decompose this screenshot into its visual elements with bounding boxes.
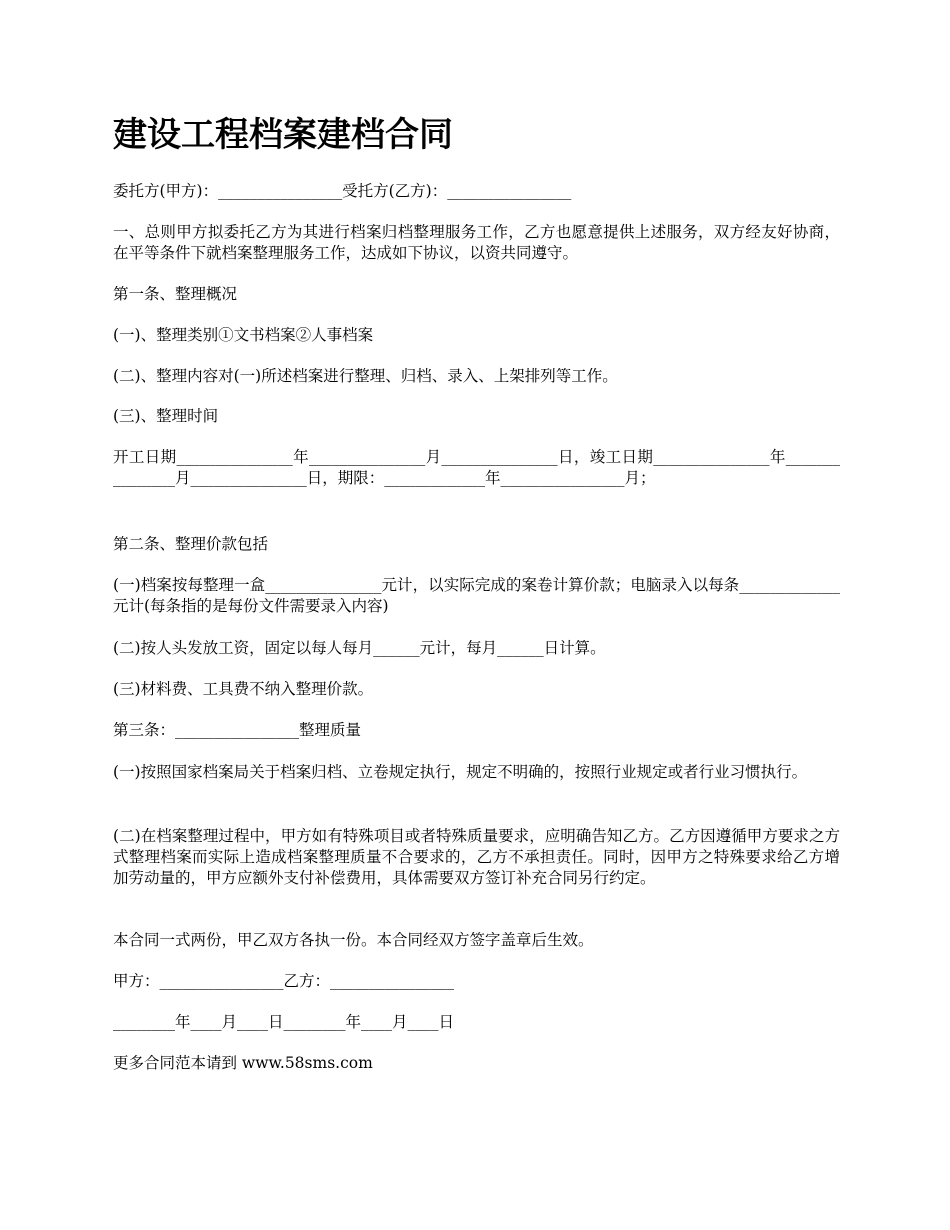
parties-line: 委托方(甲方)：________________受托方(乙方)：________________	[113, 182, 572, 200]
article-1-item-2: (二)、整理内容对(一)所述档案进行整理、归档、录入、上架排列等工作。	[113, 367, 618, 385]
article-2-item-2: (二)按人头发放工资，固定以每人每月______元计，每月______日计算。	[113, 639, 606, 657]
schedule-dates: 开工日期_______________年_______________月_______________日，竣工日期_______________年_______________月_______________日，期限：_____________年________________月；	[113, 448, 840, 487]
article-1-item-3: (三)、整理时间	[113, 407, 219, 425]
article-1-item-1: (一)、整理类别①文书档案②人事档案	[113, 326, 374, 344]
article-3-item-1: (一)按照国家档案局关于档案归档、立卷规定执行，规定不明确的，按照行业规定或者行业习惯执行。	[113, 763, 808, 781]
article-3-heading: 第三条：________________整理质量	[113, 721, 362, 739]
document-title: 建设工程档案建档合同	[113, 115, 453, 155]
copies-clause: 本合同一式两份，甲乙双方各执一份。本合同经双方签字盖章后生效。	[113, 931, 594, 949]
article-2-item-1: (一)档案按每整理一盒_______________元计，以实际完成的案卷计算价款；电脑录入以每条_____________元计(每条指的是每份文件需要录入内容)	[113, 576, 840, 615]
article-1-heading: 第一条、整理概况	[113, 285, 238, 303]
article-3-item-2: (二)在档案整理过程中，甲方如有特殊项目或者特殊质量要求，应明确告知乙方。乙方因遵循甲方要求之方式整理档案而实际上造成档案整理质量不合要求的，乙方不承担责任。同时，因甲方之特殊要求给乙方增加劳动量的，甲方应额外支付补偿费用，具体需要双方签订补充合同另行约定。	[113, 827, 840, 887]
signature-line: 甲方：________________乙方：________________	[113, 972, 455, 990]
general-clause: 一、总则甲方拟委托乙方为其进行档案归档整理服务工作，乙方也愿意提供上述服务，双方经友好协商，在平等条件下就档案整理服务工作，达成如下协议，以资共同遵守。	[113, 223, 840, 262]
footer-note: 更多合同范本请到 www.58sms.com	[113, 1054, 373, 1072]
article-2-item-3: (三)材料费、工具费不纳入整理价款。	[113, 680, 374, 698]
article-2-heading: 第二条、整理价款包括	[113, 535, 269, 553]
date-line: ________年____月____日________年____月____日	[113, 1013, 455, 1031]
